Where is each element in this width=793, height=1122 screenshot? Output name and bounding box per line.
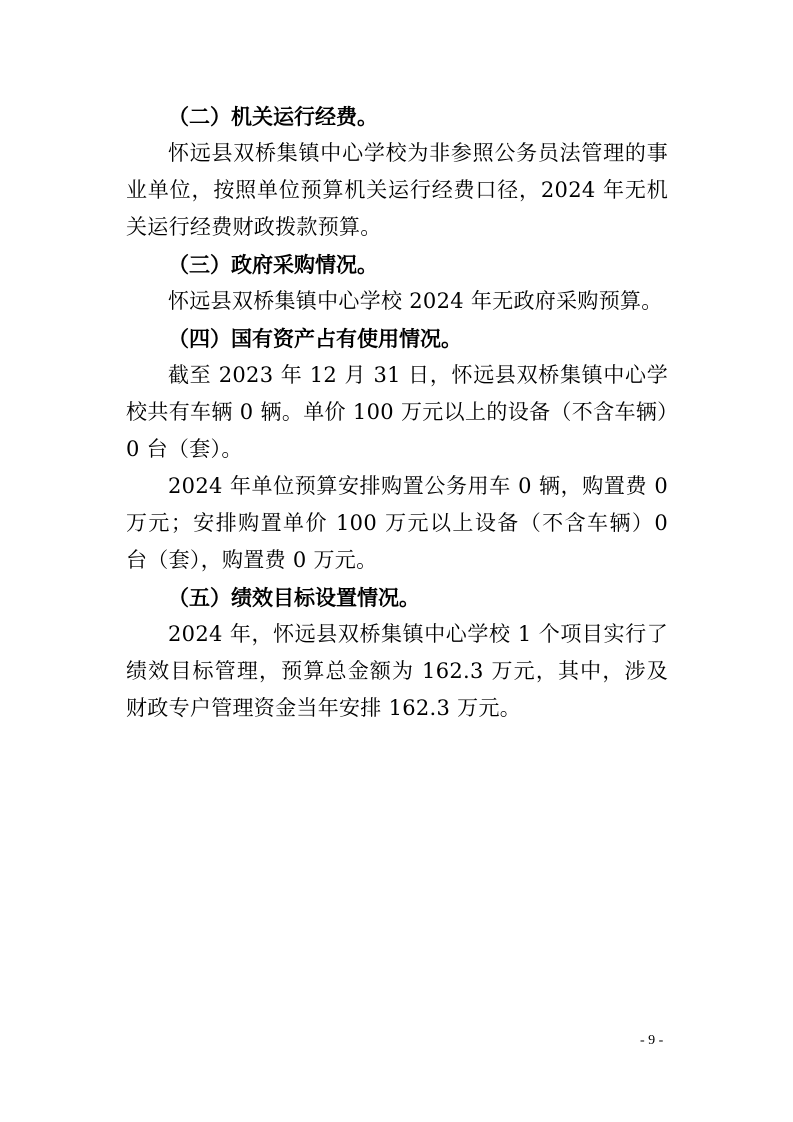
section-heading-procurement: （三）政府采购情况。 <box>168 252 378 277</box>
section-heading-performance-targets: （五）绩效目标设置情况。 <box>168 585 420 610</box>
paragraph-procurement: 怀远县双桥集镇中心学校 2024 年无政府采购预算。 <box>168 289 663 313</box>
paragraph-state-assets-vehicles: 截至 2023 年 12 月 31 日，怀远县双桥集镇中心学校共有车辆 0 辆。单价 100 万元以上的设备（不含车辆）0 台（套）。 <box>126 363 668 461</box>
section-heading-operating-expenses: （二）机关运行经费。 <box>168 104 378 129</box>
section-heading-state-assets: （四）国有资产占有使用情况。 <box>168 326 462 351</box>
page-number: - 9 - <box>640 1033 664 1048</box>
paragraph-operating-expenses: 怀远县双桥集镇中心学校为非参照公务员法管理的事业单位，按照单位预算机关运行经费口径，2024 年无机关运行经费财政拨款预算。 <box>126 141 668 239</box>
paragraph-state-assets-purchases: 2024 年单位预算安排购置公务用车 0 辆，购置费 0 万元；安排购置单价 100 万元以上设备（不含车辆）0 台（套），购置费 0 万元。 <box>126 474 668 572</box>
document-body <box>126 98 668 727</box>
paragraph-performance-targets: 2024 年，怀远县双桥集镇中心学校 1 个项目实行了绩效目标管理，预算总金额为 162.3 万元，其中，涉及财政专户管理资金当年安排 162.3 万元。 <box>126 622 668 720</box>
